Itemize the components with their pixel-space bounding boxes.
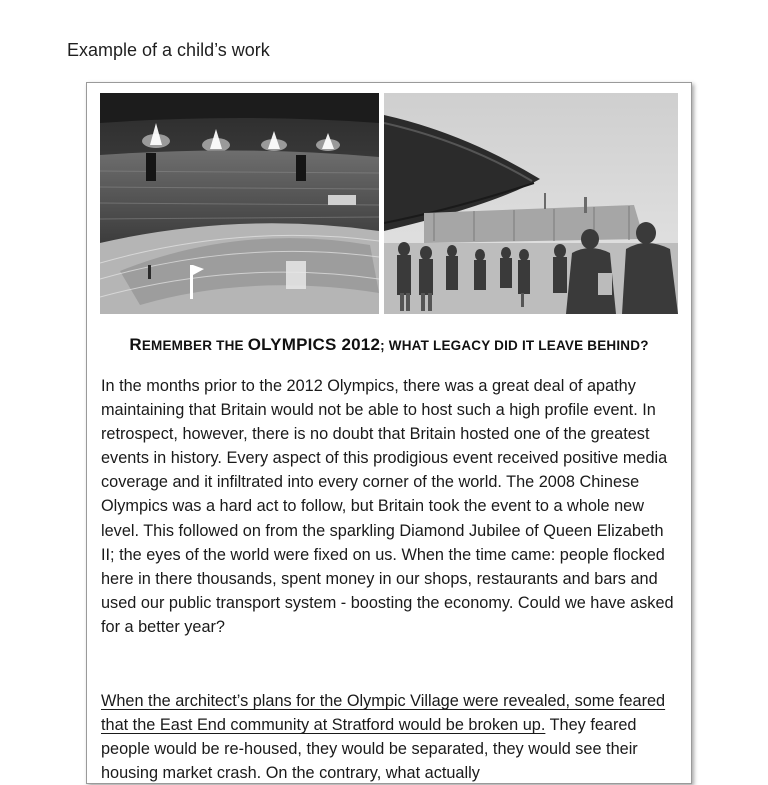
document-heading xyxy=(87,335,691,355)
crowd-outside-stadium-photo xyxy=(384,93,678,314)
heading-part2: LYMPICS 2012 xyxy=(261,335,381,354)
paragraph-1: In the months prior to the 2012 Olympics, there was a great deal of apathy maintaining that Britain would not be able to host such a high profile event. In retrospect, however, there is no doubt that Britain hosted one of the greatest events in history. Every aspect of this prodigious event received positive media coverage and it infiltrated into every corner of the world. The 2008 Chinese Olympics was a hard act to follow, but Britain took the event to a whole new level. This followed on from the sparkling Diamond Jubilee of Queen Elizabeth II; the eyes of the world were fixed on us. When the time came: people flocked here in there thousands, spent money in our shops, restaurants and bars and used our public transport system - boosting the economy. Could we have asked for a better year? xyxy=(101,377,674,636)
paragraph-2-underlined: When the architect’s plans for the Olympic Village were revealed, some feared that the East End community at Stratford would be broken up. xyxy=(101,692,666,735)
olympic-stadium-interior-photo xyxy=(100,93,379,314)
page-caption: Example of a child’s work xyxy=(67,40,270,60)
heading-initial-r: R xyxy=(129,335,142,354)
heading-part1: EMEMBER THE xyxy=(141,338,248,353)
paragraph-2 xyxy=(101,689,681,785)
heading-part3: ; WHAT LEGACY DID IT LEAVE BEHIND? xyxy=(380,338,649,353)
paragraph-2-rest: They feared people would be re-housed, they would be separated, they would see their housing market crash. On the contrary, what actually xyxy=(101,716,638,783)
document-page xyxy=(86,82,692,784)
heading-initial-o: O xyxy=(247,335,262,354)
